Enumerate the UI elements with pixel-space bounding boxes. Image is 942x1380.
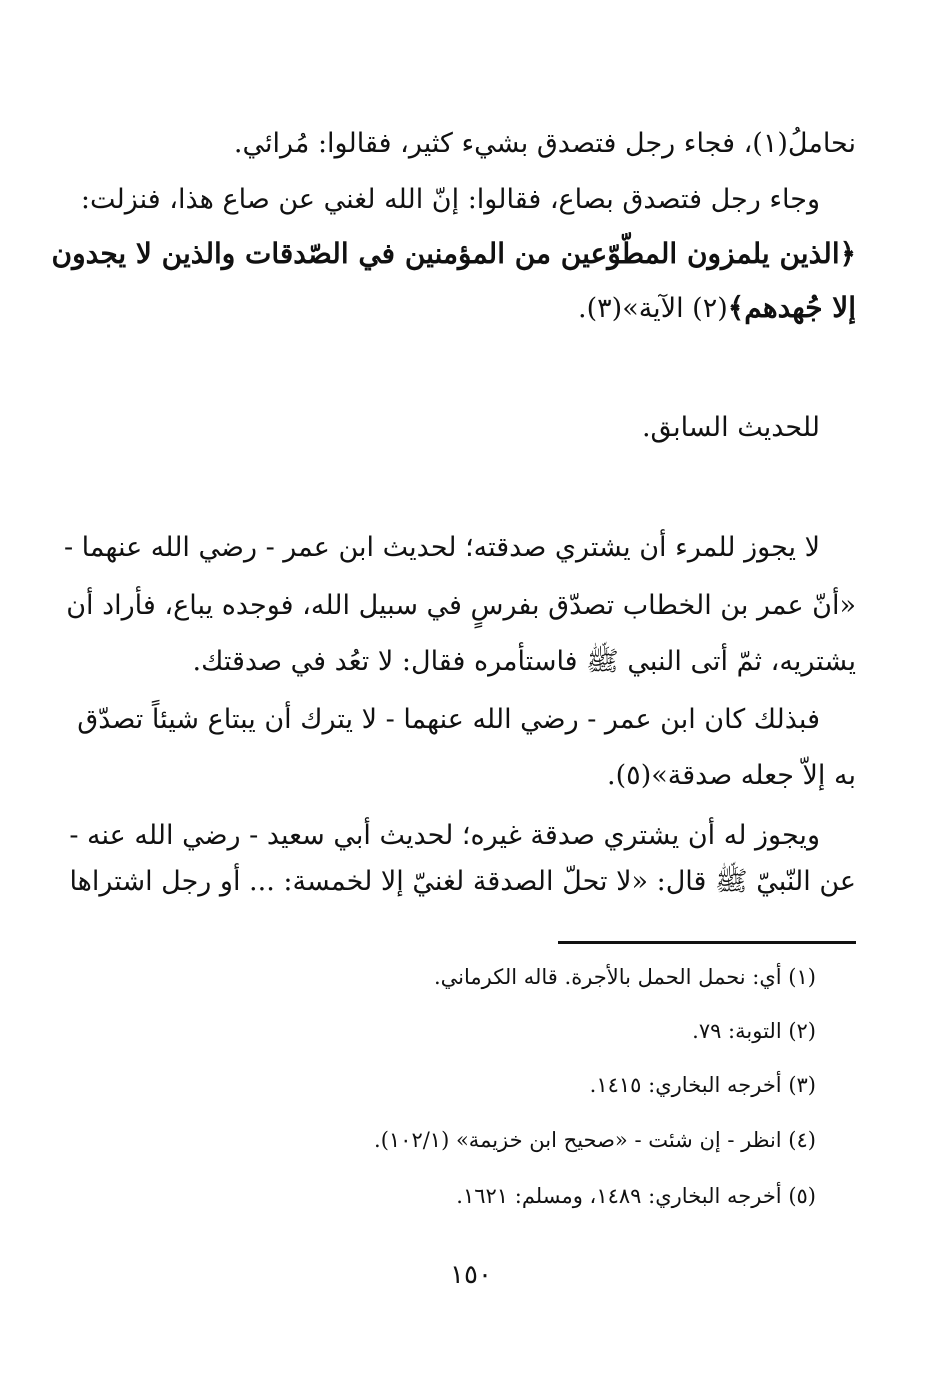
footnote-5: (٥) أخرجه البخاري: ١٤٨٩، ومسلم: ١٦٢١. (456, 1184, 816, 1208)
book-page (51, 0, 856, 1380)
footnote-3: (٣) أخرجه البخاري: ١٤١٥. (589, 1073, 816, 1097)
paragraph-2-line-3 (80, 288, 856, 329)
paragraph-5-line-2: به إلاّ جعله صدقة»(٥). (607, 760, 856, 791)
paragraph-4-line-1: لا يجوز للمرء أن يشتري صدقته؛ لحديث ابن عمر - رضي الله عنهما - (63, 532, 820, 563)
page-number: ١٥٠ (450, 1260, 492, 1290)
footnote-1: (١) أي: نحمل الحمل بالأجرة. قاله الكرماني. (433, 965, 816, 989)
quran-verse-end: إلا جُهدهم﴾ (727, 291, 856, 324)
paragraph-3-line-1: للحديث السابق. (641, 412, 820, 443)
verse-reference: (٢) الآية»(٣). (578, 293, 728, 324)
quran-verse-line-1: ﴿الذين يلمزون المطّوّعين من المؤمنين في الصّدقات والذين لا يجدون (51, 237, 856, 270)
footnote-2: (٢) التوبة: ٧٩. (692, 1019, 816, 1043)
paragraph-6-line-2: عن النّبيّ ﷺ قال: «لا تحلّ الصدقة لغنيّ إلا لخمسة: ... أو رجل اشتراها (69, 866, 856, 897)
paragraph-4-line-2: «أنّ عمر بن الخطاب تصدّق بفرسٍ في سبيل الله، فوجده يباع، فأراد أن (66, 590, 856, 621)
paragraph-5-line-1: فبذلك كان ابن عمر - رضي الله عنهما - لا يترك أن يبتاع شيئاً تصدّق (77, 704, 820, 735)
paragraph-2-line-1: وجاء رجل فتصدق بصاع، فقالوا: إنّ الله لغني عن صاع هذا، فنزلت: (80, 184, 820, 215)
paragraph-6-line-1: ويجوز له أن يشتري صدقة غيره؛ لحديث أبي سعيد - رضي الله عنه - (69, 820, 820, 851)
paragraph-1-line-1: نحاملُ(١)، فجاء رجل فتصدق بشيء كثير، فقالوا: مُرائي. (233, 128, 856, 159)
footnote-4: (٤) انظر - إن شئت - «صحيح ابن خزيمة» (١٠٢/١). (374, 1128, 816, 1152)
paragraph-4-line-3: يشتريه، ثمّ أتى النبي ﷺ فاستأمره فقال: لا تعُد في صدقتك. (192, 646, 856, 677)
footnote-separator (558, 941, 856, 944)
